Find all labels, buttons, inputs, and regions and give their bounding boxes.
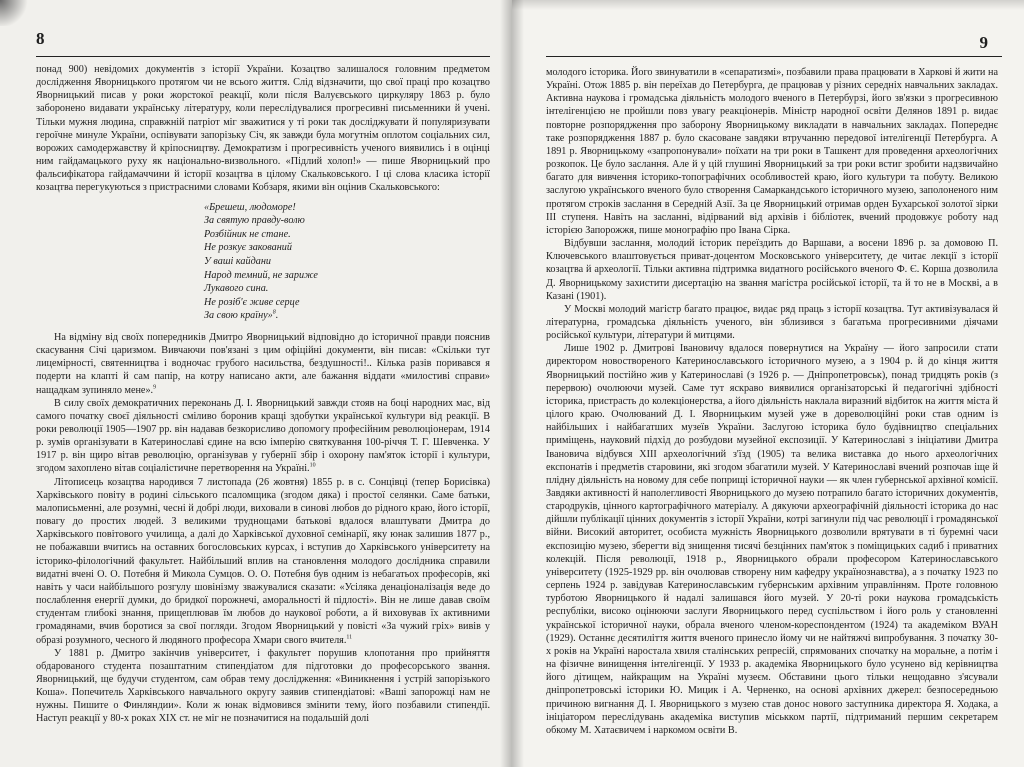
paragraph-text: молодого історика. Його звинуватили в «сепаратизмі», позбавили права працювати в Харкові й жити на Україні. Отож 1885 р. він переїхав до Петербурга, де працював у різних середніх навчальних закладах. Активна наукова і громадська діяльність молодого вченого в Петербурзі, його зв'язки з прогресивною інтелігенцією не пройшли повз увагу реакціонерів. Міністр народної освіти Делянов 1891 р. видає повторне розпорядження про заборону Яворницькому викладати в навчальних закладах. Попереднє таке розпорядження 1887 р. було скасоване завдяки втручанню передової інтелігенції Петербурга. А 1891 р. Яворницькому «запропонували» поїхати на три роки в Ташкент для проведення археологічних розкопок. Це було заслання. Але й у цій глушині Яворницький за три роки встиг зробити надзвичайно багато для вивчення історико-топографічних особливостей краю, його культури та побуту. Великою заслугою українського вченого було створення Самаркандського історичного музею, заполоненого ним протягом строків заслання в Середній Азії. За це Яворницький отримав орден Бухарської золотої зірки III ступеня. Навіть на засланні, відірваний від архівів і бібліотек, вчений продовжує роботу над історією Запорожжя, пише монографію про Івана Сірка. (546, 67, 998, 236)
poem-line: За свою країну»$^8$. (204, 309, 279, 322)
paragraph-text: На відміну від своїх попередників Дмитро Яворницький відповідно до історичної правди пояснив скасування Січі царизмом. Вивчаючи пов'язані з цим офіційні документи, він писав: «Скільки тут лицемірності, святенництва і водночас грубого насильства, бездушності!.. Кілька разів поривався я подерти на клапті й сам папір, на котру написано акти, але бажання віддати «милостиві справи» нащадкам зупиняло мене». (36, 331, 490, 396)
paragraph-text: У Москві молодий магістр багато працює, видає ряд праць з історії козацтва. Тут активізувалася й літературна, громадська діяльність ученого, він зблизився з багатьма прогресивними діячами російської культури, літератури й митцями. (546, 303, 998, 342)
paragraph-text: Літописець козацтва народився 7 листопада (26 жовтня) 1855 р. в с. Сонцівці (тепер Борисівка) Харківського повіту в родині сільського псаломщика (згодом дяка) і простої селянки. Саме батьки, малописьменні, але розумні, чесні й добрі люди, виховали в синові любов до рідного краю, його історії, повагу до простих людей. З великими труднощами батькові вдалося влаштувати Дмитра до Харківського повітового училища, а далі до Харківської духовної семінарії, яку юнак залишив 1877 р., не побажавши вчитись на оставних богословських курсах, і вступив до Харківського університету на історико-філологічний факультет. Найбільший вплив на становлення молодого дослідника справили видатні вчені О. О. Потебня й Микола Сумцов. О. О. Потебня був одним із небагатьох професорів, які навіть у часи найбільшого розгулу шовінізму зважувалися сказати: «Усіляка денаціоналізація веде до послаблення енергії думки, до бридкої порожнечі, аморальності й підлості». Він не лише давав своїм студентам глибокі знання, прищеплював їм любов до наукової роботи, а й виховував їх активними громадянами, вчив боротися за свої погляди. Згодом Яворницький у повісті «За чужий гріх» вивів у образі розумного, чесного й людяного професора Хмари свого вчителя. (36, 476, 490, 646)
paragraph-text: Відбувши заслання, молодий історик переїздить до Варшави, а восени 1896 р. за домовою П. Ключевського влаштовується приват-доцентом Московського університету, де читає лекції з історії козацтва й археології. Тільки активна підтримка видатного російського вченого Ф. Є. Корша дозволила Д. Яворницькому захистити дисертацію на звання магістра російської історії, та й то не в Москві, а в Казані (1901). (546, 238, 998, 302)
poem-line: «Брешеш, людоморе! (204, 201, 296, 213)
poem-line: Лукавого сина. (204, 283, 269, 295)
top-edge-shadow (512, 0, 1024, 10)
page-number-left: 8 (36, 29, 45, 48)
poem-line: Народ темний, не зариже (204, 269, 318, 281)
paragraph-text: У 1881 р. Дмитро закінчив університет, і факультет порушив клопотання про прийняття обдарованого студента позаштатним стипендіатом для підготовки до професорського звання. Яворницький, ще будучи студентом, сам обрав тему дослідження: «Виникнення і устрій запорізького Коша». Попечитель Харківського навчального округу заявив стипендіатові: «Ваші запорожці нам не нужны. Пишите о Финляндии». Коли ж юнак відмовився змінити тему, його позбавили стипендії. Наступ реакції у 80-х роках XIX ст. не міг не позначитися на подальшій долі (36, 647, 490, 725)
poem-line: Не розіб'є живе серце (204, 296, 300, 308)
paragraph (546, 342, 998, 737)
left-page-text (36, 63, 490, 726)
paragraph (36, 647, 490, 726)
paragraph-text: В силу своїх демократичних переконань Д. І. Яворницький завжди стояв на боці народних мас, від самого початку своєї діяльності сміливо боронив кращі здобутки української культури від реакції. В роки революції 1905—1907 рр. він надавав безкорисливо допомогу професійним революціонерам, 1914 р. зумів організувати в Катеринославі єдине на всю імперію святкування 100-річчя Т. Г. Шевченка. У 1917 р. він щиро вітав революцію, організував у губернії збір і охорону пам'яток історії і культури, згодом захоплено вітав соціалістичне перетворення на Україні. (36, 397, 490, 475)
paragraph (36, 63, 490, 195)
paragraph-text: понад 900) невідомих документів з історії України. Козацтво залишалося головним предметом дослідження Яворницького протягом чи не всього життя. Слід відзначити, що свої праці про козацтво Яворницький писав у роки жорстокої реакції, коли після Валуєвського циркуляру 1863 р. було заборонено видавати українську літературу, коли переслідувалися прогресивні письменники й учені. Тільки мужня людина, справжній патріот міг зважитися у ті роки так досліджувати й популяризувати героїчне минуле України, оспівувати запорізьку Січ, як завжди була могутнім оплотом соціальних сил, ворожих самодержавству й кріпосництву. Демократизм і прогресивність ученого виявились і в оцінці ним гайдамацького руху як національно-визвольного. «Підлий холоп!» — пише Яворницький про фальсифікатора гайдамаччини й історії козацтва в цілому Скальковського. І ці слова класика історії козацтва перегукуються з пристрасними словами Кобзаря, якими він оцінив Скальковського: (36, 64, 490, 194)
footnote-ref: 10 (309, 463, 316, 470)
footnote-ref: 11 (346, 634, 353, 641)
page-number-right: 9 (979, 33, 988, 52)
poem-line: За святую правду-волю (204, 215, 305, 227)
paragraph (546, 303, 998, 342)
paragraph-text: Лише 1902 р. Дмитрові Івановичу вдалося повернутися на Україну — його запросили стати директором новоствореного Катеринославського історичного музею, а з 1904 р. й до кінця життя Яворницький постійно жив у Катеринославі (з 1926 р. — Дніпропетровськ), понад тридцять років (з перервою) очолюючи музей. Саме тут яскраво виявилися організаторські й педагогічні здібності історика, пристрасть до колекціонерства, а його діяльність наклала виразний відбиток на життя міста й цілого краю. Очолюваний Д. І. Яворницьким музей уже в дореволюційні роки став одним із найбільших і найбагатших музеїв України. Заслугою історика було будівництво спеціальних приміщень, науковий підхід до розбудови музейної експозиції. У Катеринославі з ініціативи Дмитра Івановича відбувся XIII археологічний з'їзд (1905) та велика виставка до нього археологічних експонатів і предметів старовини, які згодом збагатили музей. У Катеринославі вчений розпочав іще й плідну діяльність на новому для себе поприщі історичної науки — як член губернської архівної комісії. Завдяки активності й наполегливості Яворницького до музею потрапило багато історичних документів, стародруків, цінного картографічного матеріалу. А дякуючи археографічній діяльності історика до нас дійшли публікації цінних документів з історії України, котрі загинули під час революції і громадянської війни. Високий авторитет, особиста мужність Яворницького дозволили врятувати в ті буремні часи експозицію музею, зберегти від знищення тисячі безцінних пам'яток з поміщицьких садиб і приватних колекцій. Після революції, 1918 р., Яворницького обрали професором Катеринославського університету (1925-1929 рр. він очолював створену ним кафедру українознавства), а з початку 1923 по серпень 1924 р. завідував Катеринославським губернським архівним управлінням. Проте головною турботою Яворницького й надалі залишався його музей. У 20-ті роки наукова громадськість республіки, високо оцінюючи заслуги Яворницького перед суспільством і його роль у становленні української історичної науки, обрала вченого членом-кореспондентом (1924) та академіком ВУАН (1929). Останнє десятиліття життя вченого принесло йому чи не найтяжчі випробування. З початку 30-х років на Україні наростала хвиля сталінських репресій, спрямованих спочатку на моральне, а потім і на фізичне винищення інтелігенції. У 1933 р. академіка Яворницького було усунено від керівництва його дітищем, найкращим на Україні музеєм. Обставини цього тільки нещодавно з'ясували дніпропетровські історики Ю. Мицик і А. Черненко, на основі архівних джерел: безпосередньою причиною вигнання Д. І. Яворницького з музею став донос нового заступника директора Я. Ходака, а ініціатором переслідувань академіка виступив міськком партії, підтриманий першим секретарем обкому М. Хатаєвичем і наркомом освіти В. (546, 343, 998, 736)
paragraph (546, 237, 998, 303)
poem-line: У ваші кайдани (204, 255, 272, 267)
poem-quote (204, 201, 490, 323)
paragraph (36, 397, 490, 476)
header-rule-right (546, 56, 1002, 57)
header-rule-left (36, 56, 490, 57)
poem-line: Розбійник не стане. (204, 228, 291, 240)
paragraph (36, 331, 490, 397)
footnote-ref: 8 (272, 309, 276, 316)
corner-shadow (0, 0, 30, 26)
paragraph (36, 476, 490, 647)
paragraph (546, 66, 998, 237)
right-page-text (546, 0, 998, 737)
right-page (512, 0, 1024, 767)
poem-last-line: За свою країну» (204, 310, 273, 322)
footnote-ref: 9 (153, 384, 157, 391)
poem-line: Не розкує закований (204, 242, 292, 254)
